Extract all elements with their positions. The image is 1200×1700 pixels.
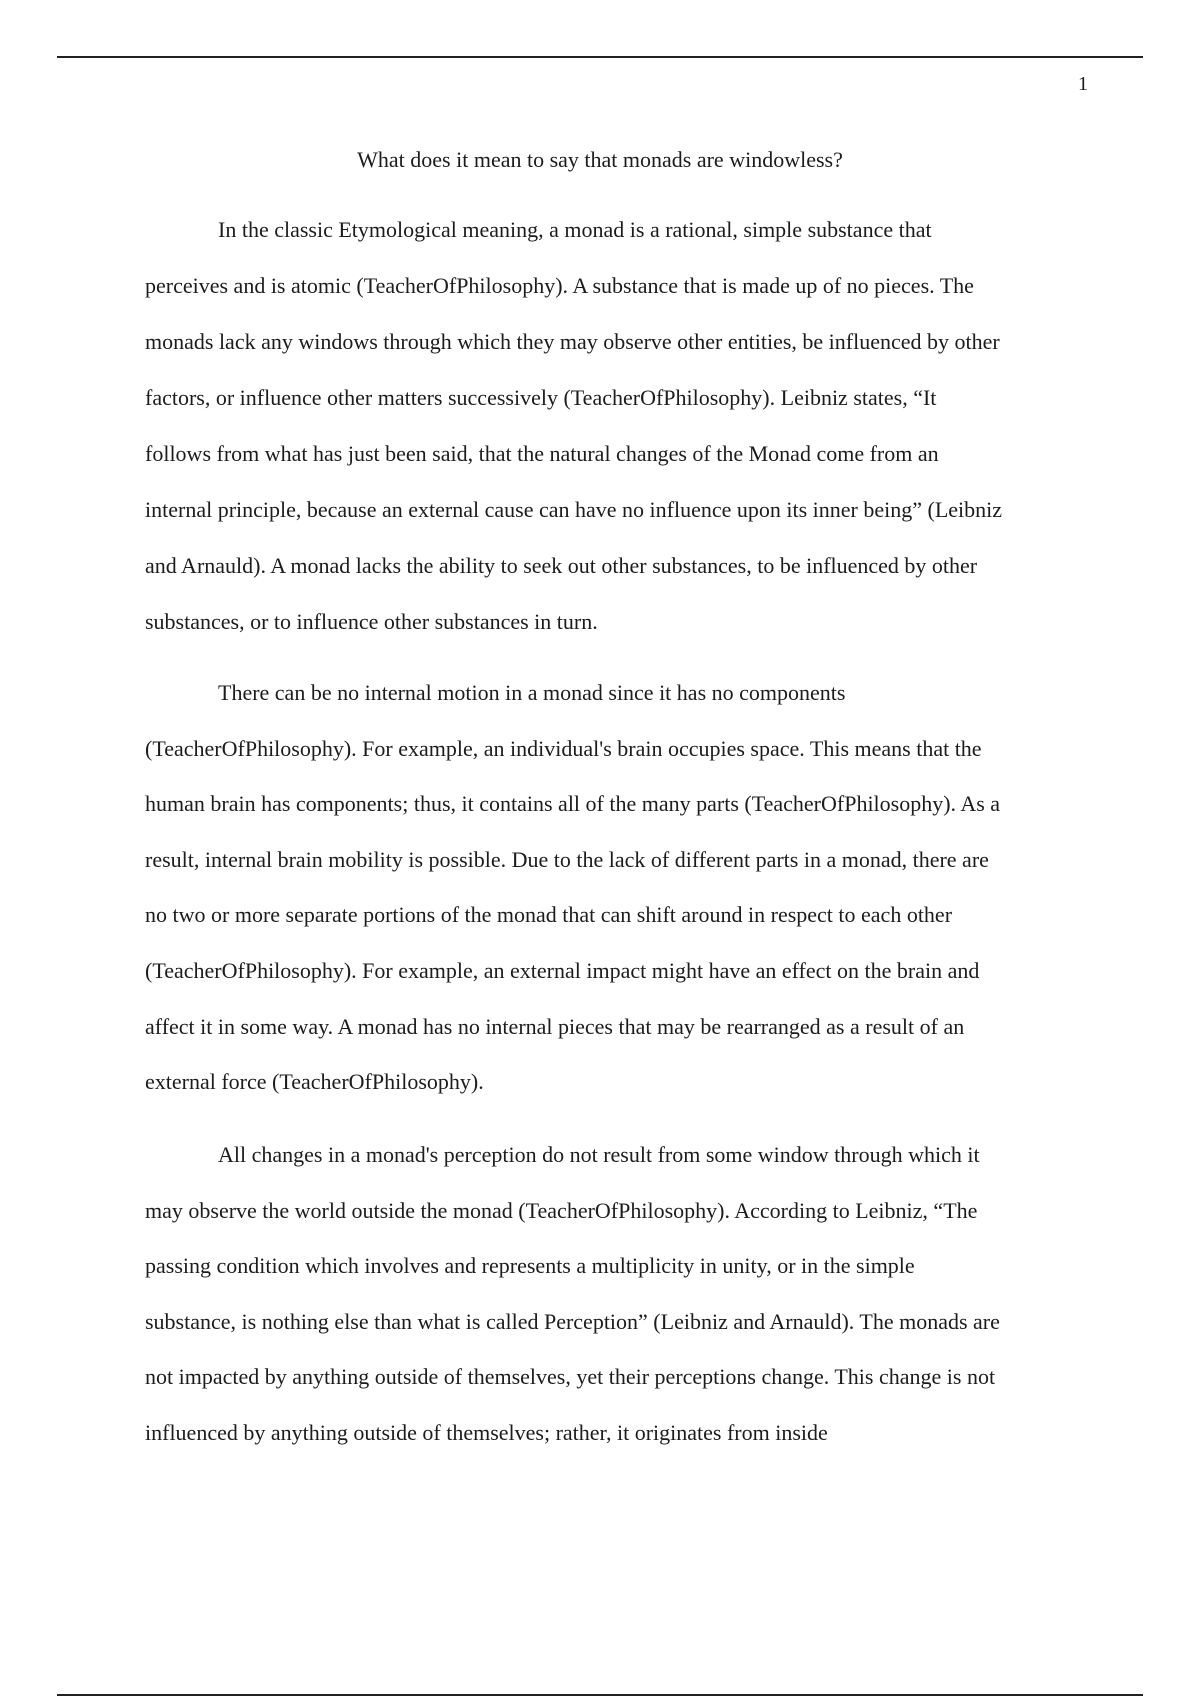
paragraph-line: not impacted by anything outside of themselves, yet their perceptions change. This change is not (145, 1364, 996, 1389)
paragraph-line: perceives and is atomic (TeacherOfPhilosophy). A substance that is made up of no pieces. The (145, 273, 974, 298)
paragraph-line: (TeacherOfPhilosophy). For example, an external impact might have an effect on the brain and (145, 958, 980, 983)
paragraph-line: affect it in some way. A monad has no internal pieces that may be rearranged as a result of an (145, 1014, 965, 1039)
paragraph-line: factors, or influence other matters successively (TeacherOfPhilosophy). Leibniz states, “It (145, 385, 937, 410)
paragraph-line: There can be no internal motion in a monad since it has no components (218, 680, 846, 705)
paragraph-line: and Arnauld). A monad lacks the ability to seek out other substances, to be influenced by other (145, 553, 978, 578)
paragraph-line: In the classic Etymological meaning, a monad is a rational, simple substance that (218, 217, 932, 242)
paragraph-line: follows from what has just been said, that the natural changes of the Monad come from an (145, 441, 939, 466)
page-number: 1 (1078, 73, 1088, 95)
paragraph-line: monads lack any windows through which they may observe other entities, be influenced by other (145, 329, 1000, 354)
footer-rule (57, 1694, 1143, 1696)
paragraph-line: human brain has components; thus, it contains all of the many parts (TeacherOfPhilosophy). As a (145, 791, 1001, 816)
header-rule (57, 56, 1143, 58)
essay-title: What does it mean to say that monads are windowless? (357, 147, 843, 172)
paragraph-line: All changes in a monad's perception do not result from some window through which it (218, 1142, 980, 1167)
paragraph-line: influenced by anything outside of themselves; rather, it originates from inside (145, 1420, 828, 1445)
paragraph-line: external force (TeacherOfPhilosophy). (145, 1069, 484, 1094)
paragraph-line: substances, or to influence other substances in turn. (145, 609, 598, 634)
paragraph-line: may observe the world outside the monad (TeacherOfPhilosophy). According to Leibniz, “The (145, 1198, 978, 1223)
paragraph-line: passing condition which involves and represents a multiplicity in unity, or in the simple (145, 1253, 915, 1278)
paragraph-line: substance, is nothing else than what is called Perception” (Leibniz and Arnauld). The monads are (145, 1309, 1000, 1334)
paragraph-line: no two or more separate portions of the monad that can shift around in respect to each other (145, 902, 953, 927)
paragraph-line: internal principle, because an external cause can have no influence upon its inner being” (Leibniz (145, 497, 1003, 522)
paragraph-line: (TeacherOfPhilosophy). For example, an individual's brain occupies space. This means that the (145, 736, 982, 761)
paragraph-line: result, internal brain mobility is possible. Due to the lack of different parts in a monad, there are (145, 847, 989, 872)
